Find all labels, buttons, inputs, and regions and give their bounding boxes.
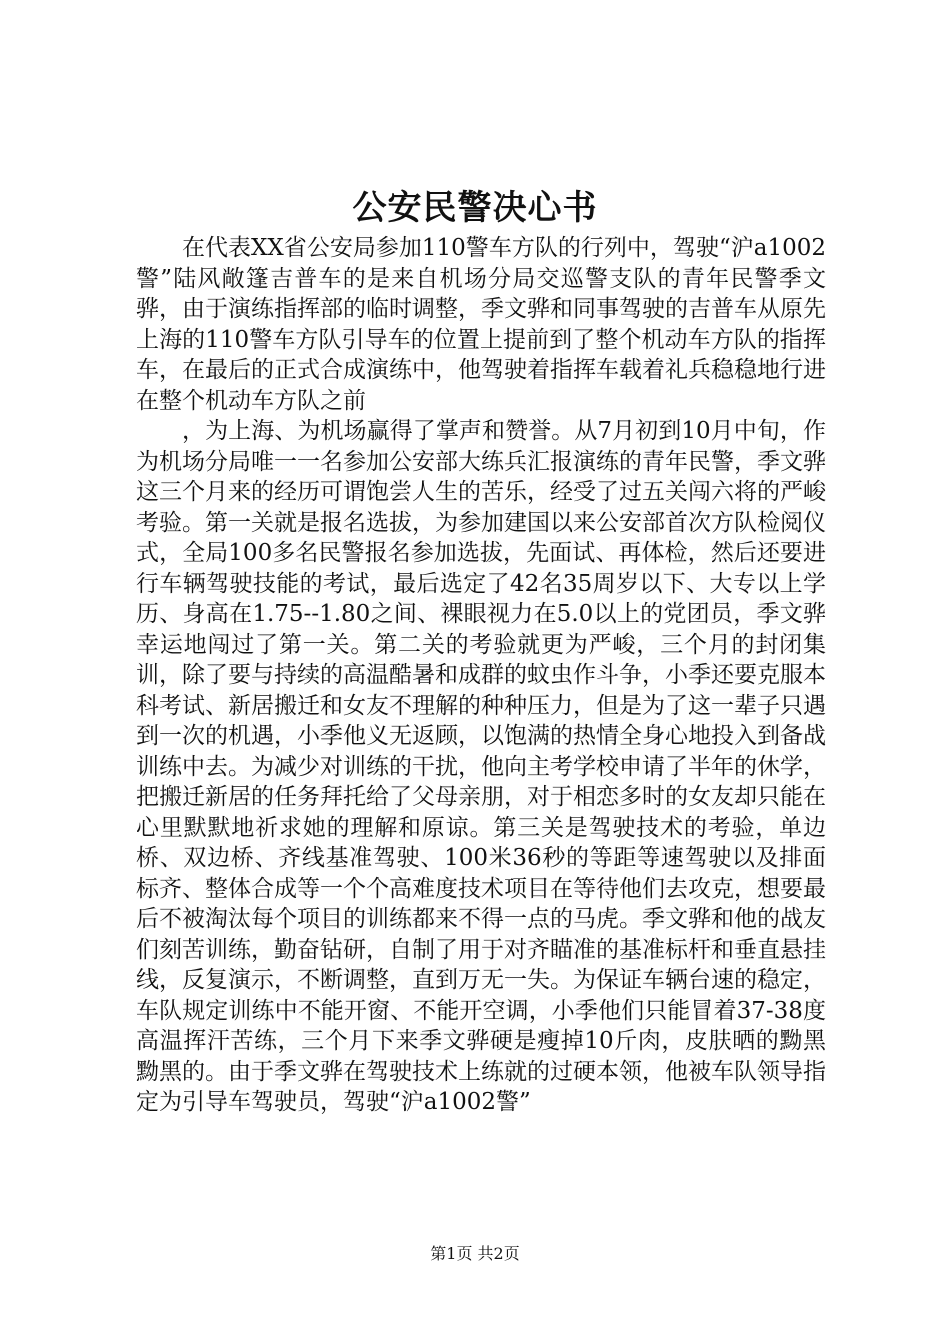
paragraph-1: 在代表XX省公安局参加110警车方队的行列中，驾驶“沪a1002警”陆风敞篷吉普车的是来自机场分局交巡警支队的青年民警季文骅，由于演练指挥部的临时调整，季文骅和同事驾驶的吉普车从原先上海的110警车方队引导车的位置上提前到了整个机动车方队的指挥车，在最后的正式合成演练中，他驾驶着指挥车载着礼兵稳稳地行进在整个机动车方队之前: [136, 235, 826, 414]
document-title: 公安民警决心书: [352, 188, 598, 228]
page-number-footer: 第1页 共2页: [430, 1244, 520, 1263]
paragraph-2: ，为上海、为机场赢得了掌声和赞誉。从7月初到10月中旬，作为机场分局唯一一名参加公安部大练兵汇报演练的青年民警，季文骅这三个月来的经历可谓饱尝人生的苦乐，经受了过五关闯六将的严峻考验。第一关就是报名选拔，为参加建国以来公安部首次方队检阅仪式，全局100多名民警报名参加选拔，先面试、再体检，然后还要进行车辆驾驶技能的考试，最后选定了42名35周岁以下、大专以上学历、身高在1.75--1.80之间、裸眼视力在5.0以上的党团员，季文骅幸运地闯过了第一关。第二关的考验就更为严峻，三个月的封闭集训，除了要与持续的高温酷暑和成群的蚊虫作斗争，小季还要克服本科考试、新居搬迁和女友不理解的种种压力，但是为了这一辈子只遇到一次的机遇，小季他义无返顾，以饱满的热情全身心地投入到备战训练中去。为减少对训练的干扰，他向主考学校申请了半年的休学，把搬迁新居的任务拜托给了父母亲朋，对于相恋多时的女友却只能在心里默默地祈求她的理解和原谅。第三关是驾驶技术的考验，单边桥、双边桥、齐线基准驾驶、100米36秒的等距等速驾驶以及排面标齐、整体合成等一个个高难度技术项目在等待他们去攻克，想要最后不被淘汰每个项目的训练都来不得一点的马虎。季文骅和他的战友们刻苦训练，勤奋钻研，自制了用于对齐瞄准的基准标杆和垂直悬挂线，反复演示，不断调整，直到万无一失。为保证车辆台速的稳定，车队规定训练中不能开窗、不能开空调，小季他们只能冒着37-38度高温挥汗苦练，三个月下来季文骅硬是瘦掉10斤肉，皮肤晒的黝黑黝黑的。由于季文骅在驾驶技术上练就的过硬本领，他被车队领导指定为引导车驾驶员，驾驶“沪a1002警”: [136, 418, 826, 1115]
document-body: [136, 233, 826, 1118]
